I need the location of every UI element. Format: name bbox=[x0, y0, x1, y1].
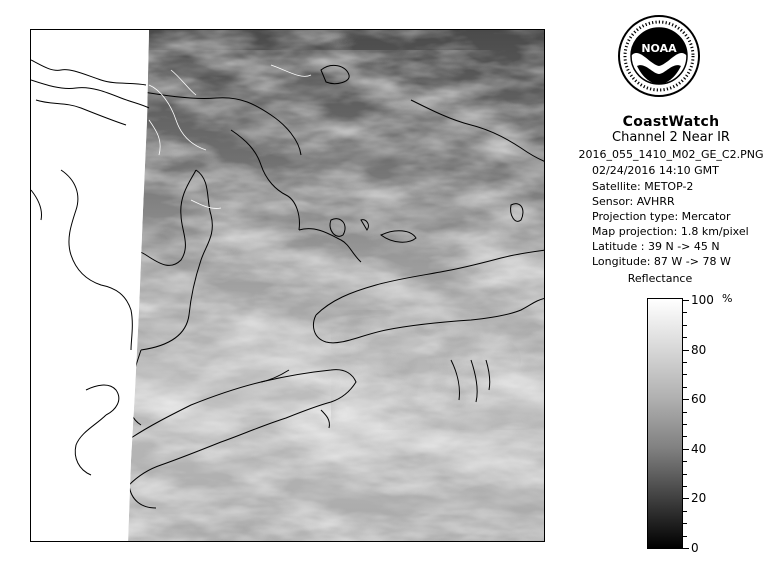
brand-title: CoastWatch bbox=[622, 114, 720, 130]
colorbar-minor-tick bbox=[683, 374, 687, 375]
filename-label: 2016_055_1410_M02_GE_C2.PNG bbox=[578, 148, 764, 161]
colorbar-minor-tick bbox=[683, 424, 687, 425]
colorbar-minor-tick bbox=[683, 337, 687, 338]
legend-title: Reflectance bbox=[627, 272, 693, 285]
legend-unit-label: % bbox=[722, 292, 733, 305]
colorbar-minor-tick bbox=[683, 523, 687, 524]
colorbar-minor-tick bbox=[683, 486, 687, 487]
reflectance-colorbar bbox=[647, 298, 683, 549]
reflectance-image bbox=[31, 30, 545, 542]
colorbar-tick-label: 80 bbox=[691, 343, 707, 357]
colorbar-minor-tick bbox=[683, 412, 687, 413]
colorbar-tick bbox=[683, 548, 689, 549]
colorbar-tick-label: 60 bbox=[691, 392, 707, 406]
map-projection-label: Map projection: 1.8 km/pixel bbox=[592, 225, 749, 238]
colorbar-tick-label: 0 bbox=[691, 541, 699, 555]
colorbar-minor-tick bbox=[683, 474, 687, 475]
colorbar-minor-tick bbox=[683, 362, 687, 363]
colorbar-tick-label: 40 bbox=[691, 442, 707, 456]
channel-title: Channel 2 Near IR bbox=[612, 130, 730, 145]
satellite-label: Satellite: METOP-2 bbox=[592, 180, 694, 193]
colorbar-minor-tick bbox=[683, 325, 687, 326]
noaa-logo-text: NOAA bbox=[641, 42, 677, 55]
colorbar-tick bbox=[683, 399, 689, 400]
projection-type-label: Projection type: Mercator bbox=[592, 210, 731, 223]
satellite-image-map bbox=[30, 29, 545, 542]
colorbar-tick bbox=[683, 350, 689, 351]
colorbar-tick-label: 100 bbox=[691, 293, 714, 307]
colorbar-minor-tick bbox=[683, 536, 687, 537]
colorbar-minor-tick bbox=[683, 511, 687, 512]
datetime-label: 02/24/2016 14:10 GMT bbox=[592, 164, 719, 177]
colorbar-minor-tick bbox=[683, 312, 687, 313]
colorbar-tick bbox=[683, 498, 689, 499]
longitude-range-label: Longitude: 87 W -> 78 W bbox=[592, 255, 731, 268]
colorbar-minor-tick bbox=[683, 436, 687, 437]
latitude-range-label: Latitude : 39 N -> 45 N bbox=[592, 240, 720, 253]
noaa-logo bbox=[617, 14, 701, 98]
colorbar-minor-tick bbox=[683, 387, 687, 388]
colorbar-tick bbox=[683, 449, 689, 450]
colorbar-tick-label: 20 bbox=[691, 491, 707, 505]
sensor-label: Sensor: AVHRR bbox=[592, 195, 675, 208]
colorbar-tick bbox=[683, 300, 689, 301]
colorbar-minor-tick bbox=[683, 461, 687, 462]
